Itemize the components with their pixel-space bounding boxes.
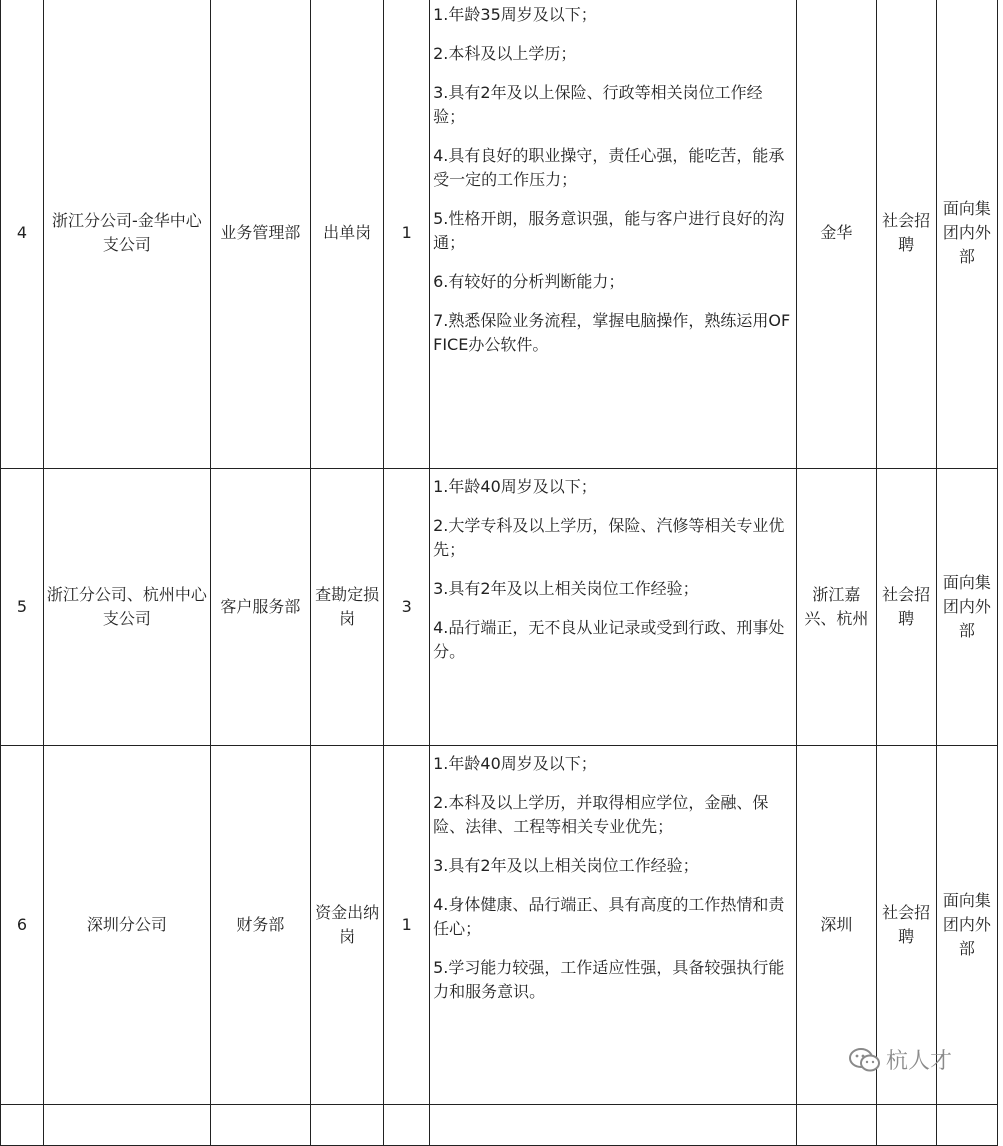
headcount-cell: 1: [384, 746, 430, 1105]
company-cell: [43, 1105, 210, 1146]
department-cell: [210, 1105, 310, 1146]
recruit-type-cell: 社会招聘: [876, 469, 936, 746]
requirement-item: 5.学习能力较强，工作适应性强，具备较强执行能力和服务意识。: [433, 958, 785, 1001]
requirement-item: 1.年龄40周岁及以下；: [433, 477, 597, 496]
row-number: 5: [1, 469, 44, 746]
location-cell: 金华: [797, 0, 877, 469]
location-cell: [797, 1105, 877, 1146]
requirement-item: 2.本科及以上学历；: [433, 44, 577, 63]
requirement-item: 3.具有2年及以上相关岗位工作经验；: [433, 856, 699, 875]
scope-cell: 面向集团内外部: [936, 469, 997, 746]
requirements-cell: [430, 0, 797, 469]
watermark: [848, 1044, 952, 1075]
row-number: [1, 1105, 44, 1146]
location-cell: 浙江嘉兴、杭州: [797, 469, 877, 746]
requirement-item: 2.大学专科及以上学历，保险、汽修等相关专业优先；: [433, 516, 785, 559]
requirement-item: 3.具有2年及以上相关岗位工作经验；: [433, 579, 699, 598]
requirement-item: 3.具有2年及以上保险、行政等相关岗位工作经验；: [433, 83, 763, 126]
scope-cell: 面向集团内外部: [936, 0, 997, 469]
watermark-text: 杭人才: [886, 1049, 953, 1074]
requirement-item: 1.年龄35周岁及以下；: [433, 5, 597, 24]
position-cell: 资金出纳岗: [310, 746, 383, 1105]
table-body: [1, 0, 998, 1146]
department-cell: 客户服务部: [210, 469, 310, 746]
requirements-cell: [430, 1105, 797, 1146]
company-cell: 浙江分公司、杭州中心支公司: [43, 469, 210, 746]
requirement-item: 1.年龄40周岁及以下；: [433, 754, 597, 773]
requirement-item: 2.本科及以上学历，并取得相应学位，金融、保险、法律、工程等相关专业优先；: [433, 793, 769, 836]
wechat-icon: [848, 1046, 882, 1074]
requirements-cell: [430, 469, 797, 746]
position-cell: [310, 1105, 383, 1146]
table-row: [1, 0, 998, 469]
recruit-type-cell: 社会招聘: [876, 746, 936, 1105]
scope-cell: 面向集团内外部: [936, 746, 997, 1105]
row-number: 6: [1, 746, 44, 1105]
headcount-cell: 3: [384, 469, 430, 746]
recruit-type-cell: [876, 1105, 936, 1146]
requirements-cell: [430, 746, 797, 1105]
position-cell: 查勘定损岗: [310, 469, 383, 746]
recruit-type-cell: 社会招聘: [876, 0, 936, 469]
department-cell: 财务部: [210, 746, 310, 1105]
requirement-item: 4.身体健康、品行端正、具有高度的工作热情和责任心；: [433, 895, 785, 938]
headcount-cell: 1: [384, 0, 430, 469]
requirement-item: 6.有较好的分析判断能力；: [433, 272, 625, 291]
company-cell: 深圳分公司: [43, 746, 210, 1105]
requirement-item: 5.性格开朗，服务意识强，能与客户进行良好的沟通；: [433, 209, 785, 252]
requirement-item: 4.品行端正，无不良从业记录或受到行政、刑事处分。: [433, 618, 785, 661]
requirement-item: 7.熟悉保险业务流程，掌握电脑操作，熟练运用OFFICE办公软件。: [433, 311, 791, 354]
row-number: 4: [1, 0, 44, 469]
requirement-item: 4.具有良好的职业操守，责任心强，能吃苦，能承受一定的工作压力；: [433, 146, 785, 189]
scope-cell: [936, 1105, 997, 1146]
company-cell: 浙江分公司-金华中心支公司: [43, 0, 210, 469]
table-row: [1, 469, 998, 746]
location-cell: 深圳: [797, 746, 877, 1105]
position-cell: 出单岗: [310, 0, 383, 469]
department-cell: 业务管理部: [210, 0, 310, 469]
table-row: [1, 1105, 998, 1146]
headcount-cell: [384, 1105, 430, 1146]
